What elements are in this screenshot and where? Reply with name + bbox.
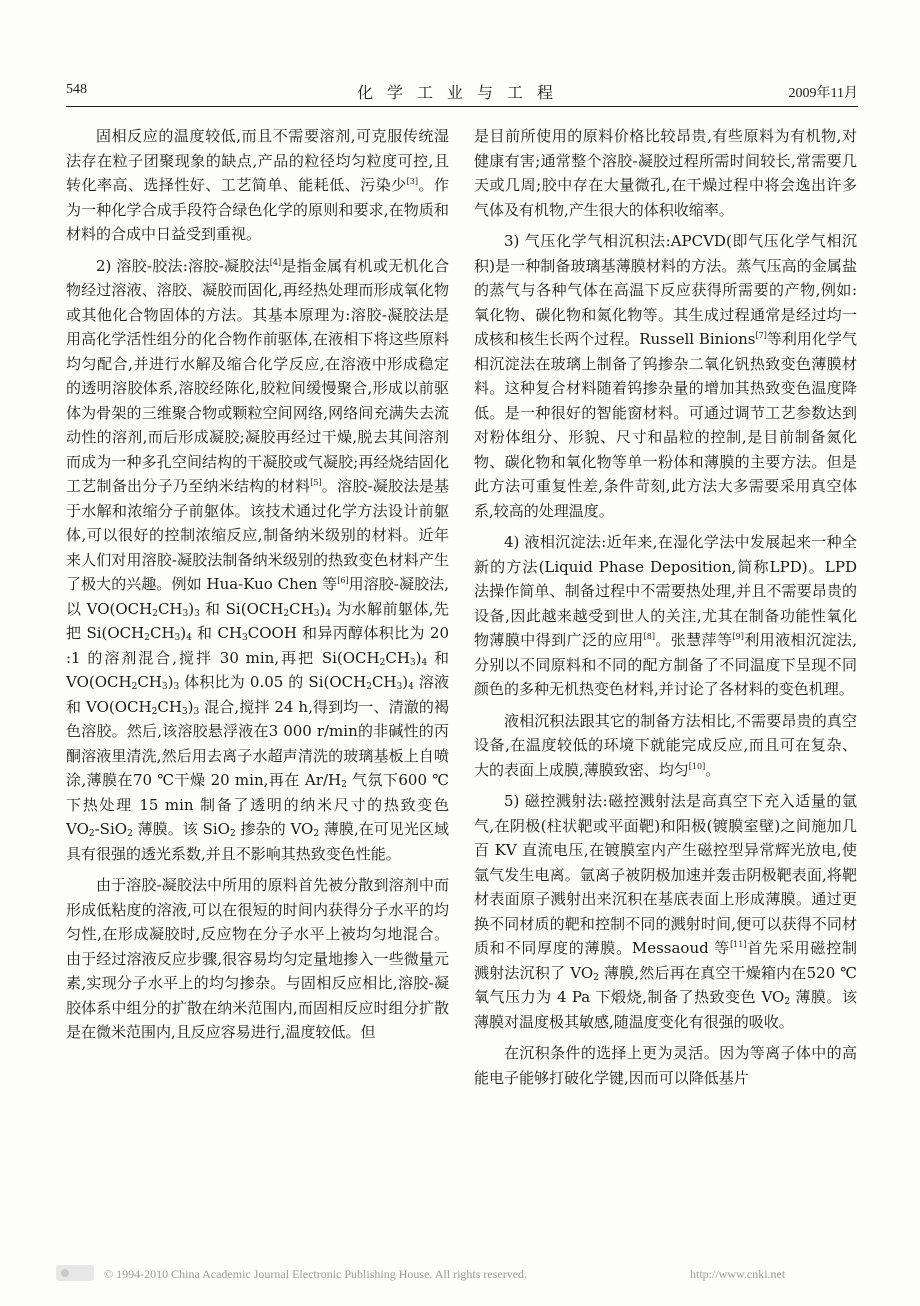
paragraph-apcvd: 3) 气压化学气相沉积法:APCVD(即气压化学气相沉积)是一种制备玻璃基薄膜材料的方法。蒸气压高的金属盐的蒸气与各种气体在高温下反应获得所需要的产物,例如:氧化物、碳化物和氮化物等。其生成过程通常是经过均一成核和核生长两个过程。Russell Binions[7]等利用化学气相沉淀法在玻璃上制备了钨掺杂二氧化钒热致变色薄膜材料。这种复合材料随着钨掺杂量的增加其热致变色温度降低。是一种很好的智能窗材料。可通过调节工艺参数达到对粉体组分、形貌、尺寸和晶粒的控制,是目前制备氮化物、碳化物和氧化物等单一粉体和薄膜的主要方法。但是此方法可重复性差,条件苛刻,此方法大多需要采用真空体系,较高的处理温度。 [474, 232, 857, 520]
citation: [4] [269, 257, 282, 267]
citation: [8] [643, 632, 655, 641]
citation: [7] [755, 331, 767, 340]
paragraph-sol-gel: 2) 溶胶-胶法:溶胶-凝胶法[4]是指金属有机或无机化合物经过溶液、溶胶、凝胶而固化,再经热处理而形成氧化物或其他化合物固体的方法。其基本原理为:溶胶-凝胶法是用高化学活性组分的化合物作前驱体,在液相下将这些原料均匀配合,并进行水解及缩合化学反应,在溶液中形成稳定的透明溶胶体系,溶胶经陈化,胶粒间缓慢聚合,形成以前驱体为骨架的三维聚合物或颗粒空间网络,网络间充满失去流动性的溶剂,而后形成凝胶;凝胶再经过干燥,脱去其间溶剂而成为一种多孔空间结构的干凝胶或气凝胶;再经烧结固化工艺制备出分子乃至纳米结构的材料[5]。溶胶-凝胶法是基于水解和浓缩分子前躯体。该技术通过化学方法设计前躯体,可以很好的控制浓缩反应,制备纳米级别的材料。近年来人们对用溶胶-凝胶法制备纳米级别的热致变色材料产生了极大的兴趣。例如 Hua-Kuo Chen 等[6]用溶胶-凝胶法,以 $VO(OCH_2CH_3)_3$ 和 $Si(OCH_2CH_3)_4$ 为水解前躯体,先把 $Si(OCH_2CH_3)_4$ 和 $CH_3COOH$ 和异丙醇体积比为 20 :1 的溶剂混合,搅拌 30 min,再把 $Si(OCH_2CH_3)_4$ 和 $VO(OCH_2CH_3)_3$ 体积比为 0.05 的 $Si(OCH_2CH_3)_4$ 溶液和 $VO(OCH_2CH_3)_3$ 混合,搅拌 24 h,得到均一、清澈的褐色溶胶。然后,该溶胶悬浮液在3 000 r/min的非碱性的丙酮溶液里清洗,然后用去离子水超声清洗的玻璃基板上自喷涂,薄膜在70 ℃干燥 20 min,再在 $Ar/H_2$ 气氛下600 ℃下热处理 15 min 制备了透明的纳米尺寸的热致变色 $VO_2-SiO_2$ 薄膜。该 SiO$_2$ 掺杂的 $VO_2$ 薄膜,在可见光区域具有很强的透光系数,并且不影响其热致变色性能。 [66, 256, 450, 863]
page-footer [56, 1263, 866, 1285]
citation: [5] [310, 478, 322, 487]
paragraph-sputtering: 5) 磁控溅射法:磁控溅射法是高真空下充入适量的氩气,在阴极(柱状靶或平面靶)和阳极(镀膜室壁)之间施加几百 KV 直流电压,在镀膜室内产生磁控型异常辉光放电,使氩气发生电离。氩离子被阴极加速并轰击阴极靶表面,将靶材表面原子溅射出来沉积在基底表面上形成薄膜。通过更换不同材质的靶和控制不同的溅射时间,便可以获得不同材质和不同厚度的薄膜。Messaoud 等[11]首先采用磁控制溅射法沉积了 $VO_2$ 薄膜,然后再在真空干燥箱内在520 ℃氧气压力为 4 Pa 下煅烧,制备了热致变色 $VO_2$ 薄膜。该薄膜对温度极其敏感,随温度变化有很强的吸收。 [474, 792, 858, 1031]
citation: [9] [732, 632, 744, 641]
left-column [66, 124, 449, 1045]
page-header [66, 80, 858, 107]
journal-title: 化学工业与工程 [356, 83, 567, 102]
citation: [10] [688, 761, 706, 771]
paragraph: 在沉积条件的选择上更为灵活。因为等离子体中的高能电子能够打破化学键,因而可以降低基片 [474, 1044, 857, 1087]
copyright-notice: © 1994-2010 China Academic Journal Electronic Publishing House. All rights reserved. [104, 1267, 528, 1281]
citation: [6] [337, 576, 349, 585]
citation: [11] [730, 940, 747, 949]
page-number: 548 [66, 82, 87, 97]
paragraph: 固相反应的温度较低,而且不需要溶剂,可克服传统湿法存在粒子团聚现象的缺点,产品的粒径均匀粒度可控,且转化率高、选择性好、工艺简单、能耗低、污染少[3]。作为一种化学合成手段符合绿色化学的原则和要求,在物质和材料的合成中日益受到重视。 [66, 127, 449, 243]
paragraph: 液相沉积法跟其它的制备方法相比,不需要昂贵的真空设备,在温度较低的环境下就能完成反应,而且可在复杂、大的表面上成膜,薄膜致密、均匀[10]。 [474, 711, 857, 779]
citation: [3] [406, 177, 419, 186]
paragraph: 由于溶胶-凝胶法中所用的原料首先被分散到溶剂中而形成低粘度的溶液,可以在很短的时间内获得分子水平的均匀性,在形成凝胶时,反应物在分子水平上被均匀地混合。由于经过溶液反应步骤,很容易均匀定量地掺入一些微量元素,实现分子水平上的均匀掺杂。与固相反应相比,溶胶-凝胶体系中组分的扩散在纳米范围内,而固相反应时组分扩散是在微米范围内,且反应容易进行,温度较低。但 [66, 876, 449, 1041]
paragraph: 是目前所使用的原料价格比较昂贵,有些原料为有机物,对健康有害;通常整个溶胶-凝胶过程所需时间较长,常需要几天或几周;胶中存在大量微孔,在干燥过程中将会逸出许多气体及有机物,产生很大的体积收缩率。 [474, 127, 857, 219]
publisher-logo-icon [56, 1265, 94, 1281]
right-column [474, 124, 857, 1090]
paragraph-lpd: 4) 液相沉淀法:近年来,在湿化学法中发展起来一种全新的方法(Liquid Phase Deposition,简称LPD)。LPD 法操作简单、制备过程中不需要热处理,并且不需要昂贵的设备,因此越来越受到世人的关注,尤其在制备功能性氧化物薄膜中得到广泛的应用[8]。张慧萍等[9]利用液相沉淀法,分别以不同原料和不同的配方制备了不同温度下呈现不同颜色的多种无机热变色材料,并讨论了各材料的变色机理。 [474, 533, 857, 698]
issue-date: 2009年11月 [788, 86, 858, 101]
cnki-link[interactable]: http://www.cnki.net [690, 1267, 786, 1281]
